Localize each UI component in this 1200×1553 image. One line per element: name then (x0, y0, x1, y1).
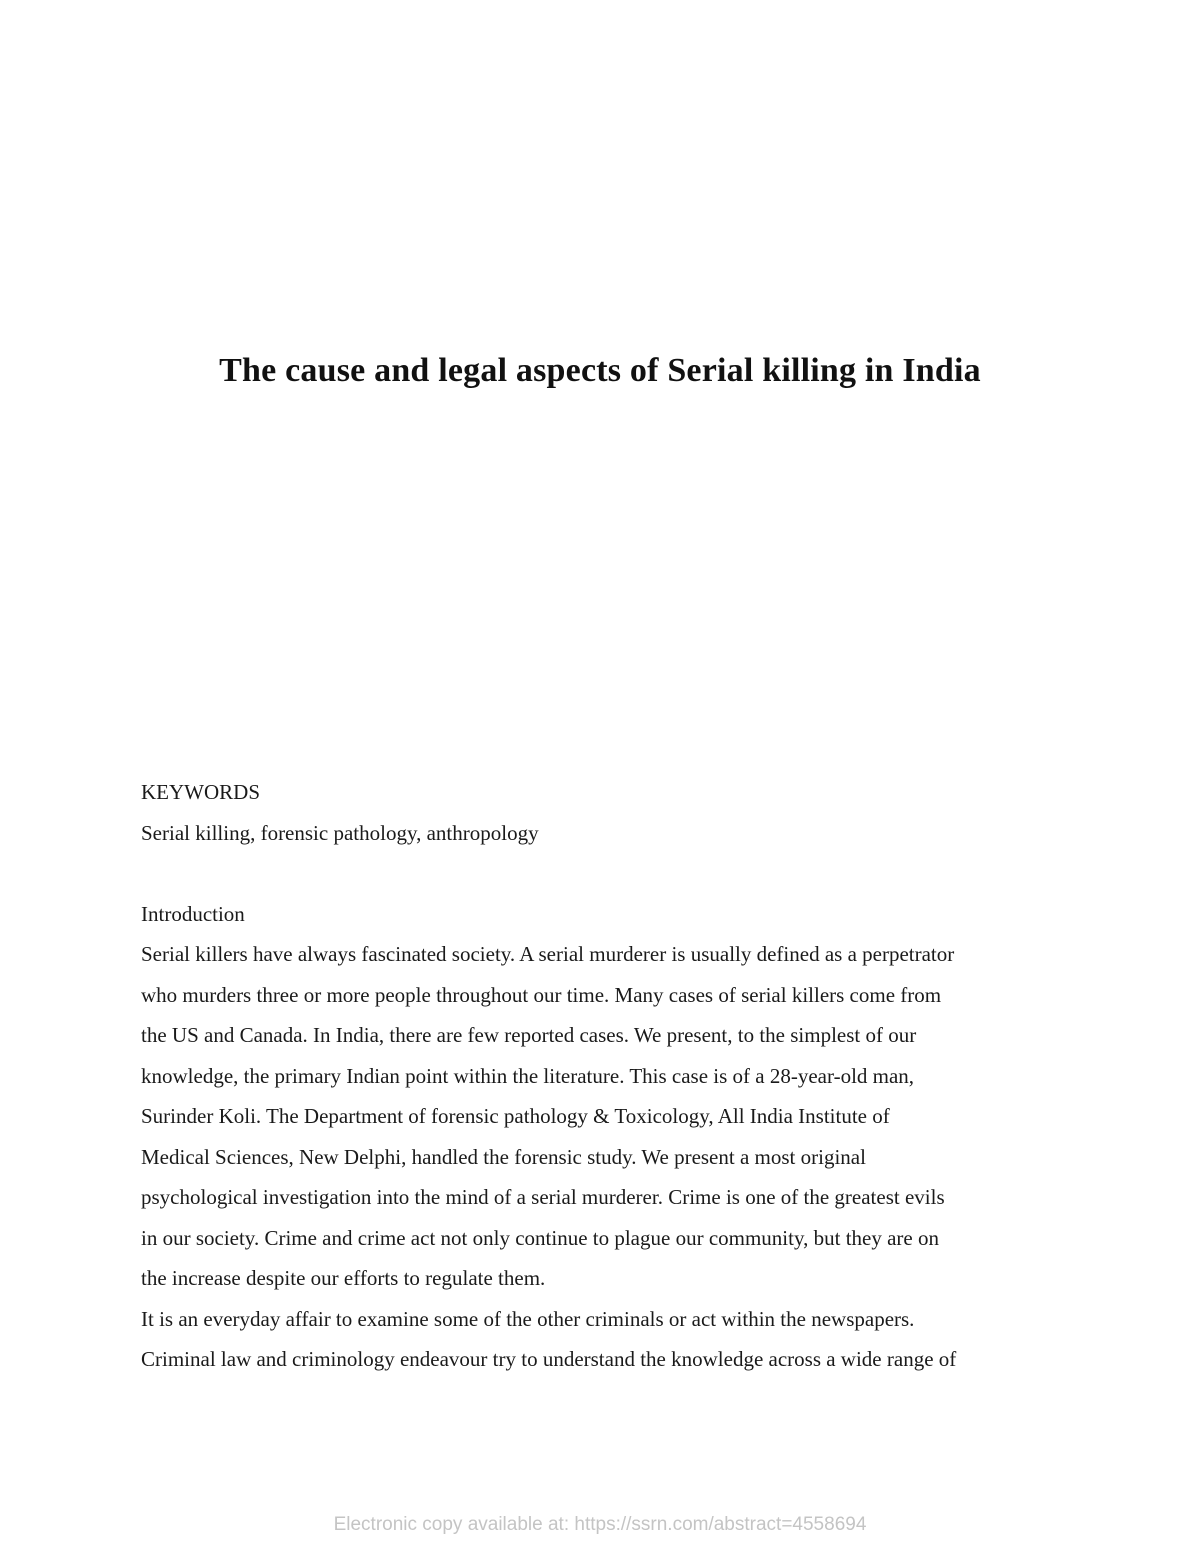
body-line: the US and Canada. In India, there are few reported cases. We present, to the simplest of our (141, 1023, 917, 1047)
body-line: Medical Sciences, New Delphi, handled the forensic study. We present a most original (141, 1144, 866, 1169)
body-line: knowledge, the primary Indian point within the literature. This case is of a 28-year-old man, (141, 1063, 915, 1088)
body-line: Criminal law and criminology endeavour try to understand the knowledge across a wide range of (141, 1347, 957, 1371)
paragraph-spacer (141, 853, 1081, 894)
body-line: Serial killers have always fascinated society. A serial murderer is usually defined as a perpetrator (141, 942, 955, 966)
keywords-heading: KEYWORDS (141, 780, 260, 804)
introduction-heading: Introduction (141, 901, 245, 926)
body-line: Surinder Koli. The Department of forensic pathology & Toxicology, All India Institute of (141, 1104, 890, 1128)
body-line: in our society. Crime and crime act not only continue to plague our community, but they are on (141, 1225, 939, 1250)
paper-body (141, 772, 1081, 1380)
paper-title: The cause and legal aspects of Serial killing in India (219, 352, 981, 389)
keywords-text: Serial killing, forensic pathology, anthropology (141, 820, 539, 845)
body-line: the increase despite our efforts to regulate them. (141, 1266, 546, 1290)
ssrn-footer-watermark: Electronic copy available at: https://ssrn.com/abstract=4558694 (333, 1514, 867, 1535)
body-line: psychological investigation into the mind of a serial murderer. Crime is one of the greatest evils (141, 1185, 945, 1209)
body-line: It is an everyday affair to examine some of the other criminals or act within the newspapers. (141, 1306, 915, 1331)
body-line: who murders three or more people throughout our time. Many cases of serial killers come from (141, 982, 942, 1007)
